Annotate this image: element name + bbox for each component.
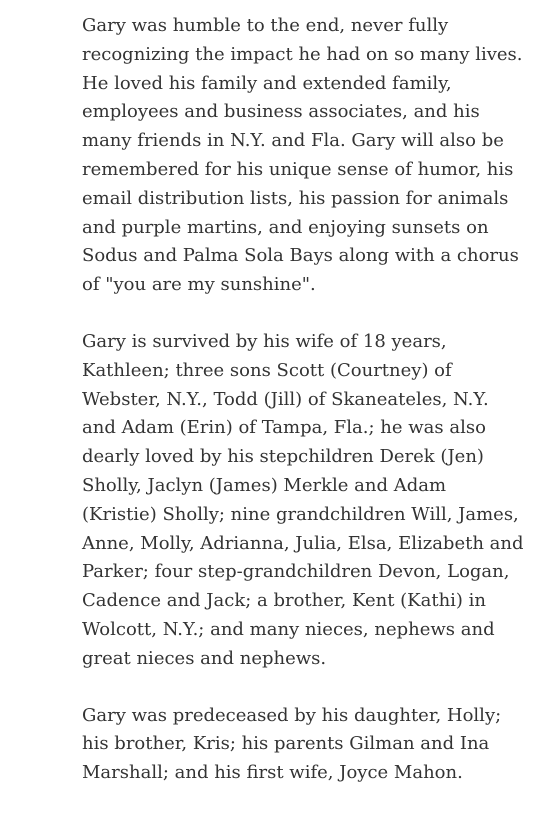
obituary-paragraph-3: Gary was predeceased by his daughter, Holly; his brother, Kris; his parents Gilman and Ina Marshall; and his first wife, Joyce Mahon. [82,704,502,784]
obituary-paragraph-2: Gary is survived by his wife of 18 years, Kathleen; three sons Scott (Courtney) of Webster, N.Y., Todd (Jill) of Skaneateles, N.Y. and Adam (Erin) of Tampa, Fla.; he was also dearly loved by his stepchildren Derek (Jen) Sholly, Jaclyn (James) Merkle and Adam (Kristie) Sholly; nine grandchildren Will, James, Anne, Molly, Adrianna, Julia, Elsa, Elizabeth and Parker; four step-grandchildren Devon, Logan, Cadence and Jack; a brother, Kent (Kathi) in Wolcott, N.Y.; and many nieces, nephews and great nieces and nephews. [82,330,524,669]
obituary-paragraph-1: Gary was humble to the end, never fully recognizing the impact he had on so many lives. He loved his family and extended family, employees and business associates, and his many friends in N.Y. and Fla. Gary will also be remembered for his unique sense of humor, his email distribution lists, his passion for animals and purple martins, and enjoying sunsets on Sodus and Palma Sola Bays along with a chorus of "you are my sunshine". [82,15,523,296]
article-body [82,12,524,816]
